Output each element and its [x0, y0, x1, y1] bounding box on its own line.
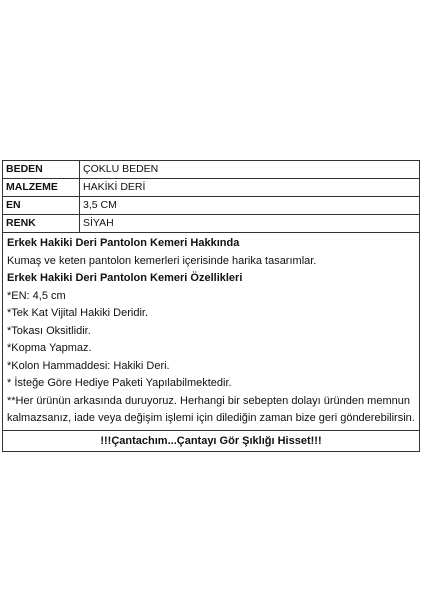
spec-row-beden — [3, 161, 419, 179]
product-info-sheet — [2, 160, 420, 452]
spec-value: HAKİKİ DERİ — [80, 179, 420, 197]
spec-key: MALZEME — [3, 179, 80, 197]
specs-table — [3, 161, 419, 233]
feature-item: *EN: 4,5 cm — [7, 289, 66, 302]
guarantee-text: **Her ürünün arkasında duruyoruz. Herhangi bir sebepten dolayı üründen memnun kalmazsanız, iade veya değişim işlemi için dilediğin zaman bize geri gönderebilirsin. — [7, 394, 415, 424]
spec-key: BEDEN — [3, 161, 80, 179]
about-text: Kumaş ve keten pantolon kemerleri içerisinde harika tasarımlar. — [7, 254, 317, 267]
brand-slogan: !!!Çantachım...Çantayı Gör Şıklığı Hisset!!! — [100, 434, 322, 447]
spec-key: EN — [3, 197, 80, 215]
features-heading: Erkek Hakiki Deri Pantolon Kemeri Özellikleri — [7, 272, 243, 284]
spec-key: RENK — [3, 215, 80, 233]
spec-row-renk — [3, 215, 419, 233]
spec-value: 3,5 CM — [80, 197, 420, 215]
product-description — [3, 233, 419, 431]
spec-value: ÇOKLU BEDEN — [80, 161, 420, 179]
spec-row-en — [3, 197, 419, 215]
feature-item: * İsteğe Göre Hediye Paketi Yapılabilmektedir. — [7, 377, 232, 389]
feature-item: *Tokası Oksitlidir. — [7, 324, 91, 337]
about-heading: Erkek Hakiki Deri Pantolon Kemeri Hakkında — [7, 237, 240, 249]
feature-item: *Kolon Hammaddesi: Hakiki Deri. — [7, 359, 170, 372]
spec-row-malzeme — [3, 179, 419, 197]
spec-value: SİYAH — [80, 215, 420, 233]
feature-item: *Kopma Yapmaz. — [7, 342, 92, 354]
feature-item: *Tek Kat Vijital Hakiki Deridir. — [7, 307, 149, 319]
